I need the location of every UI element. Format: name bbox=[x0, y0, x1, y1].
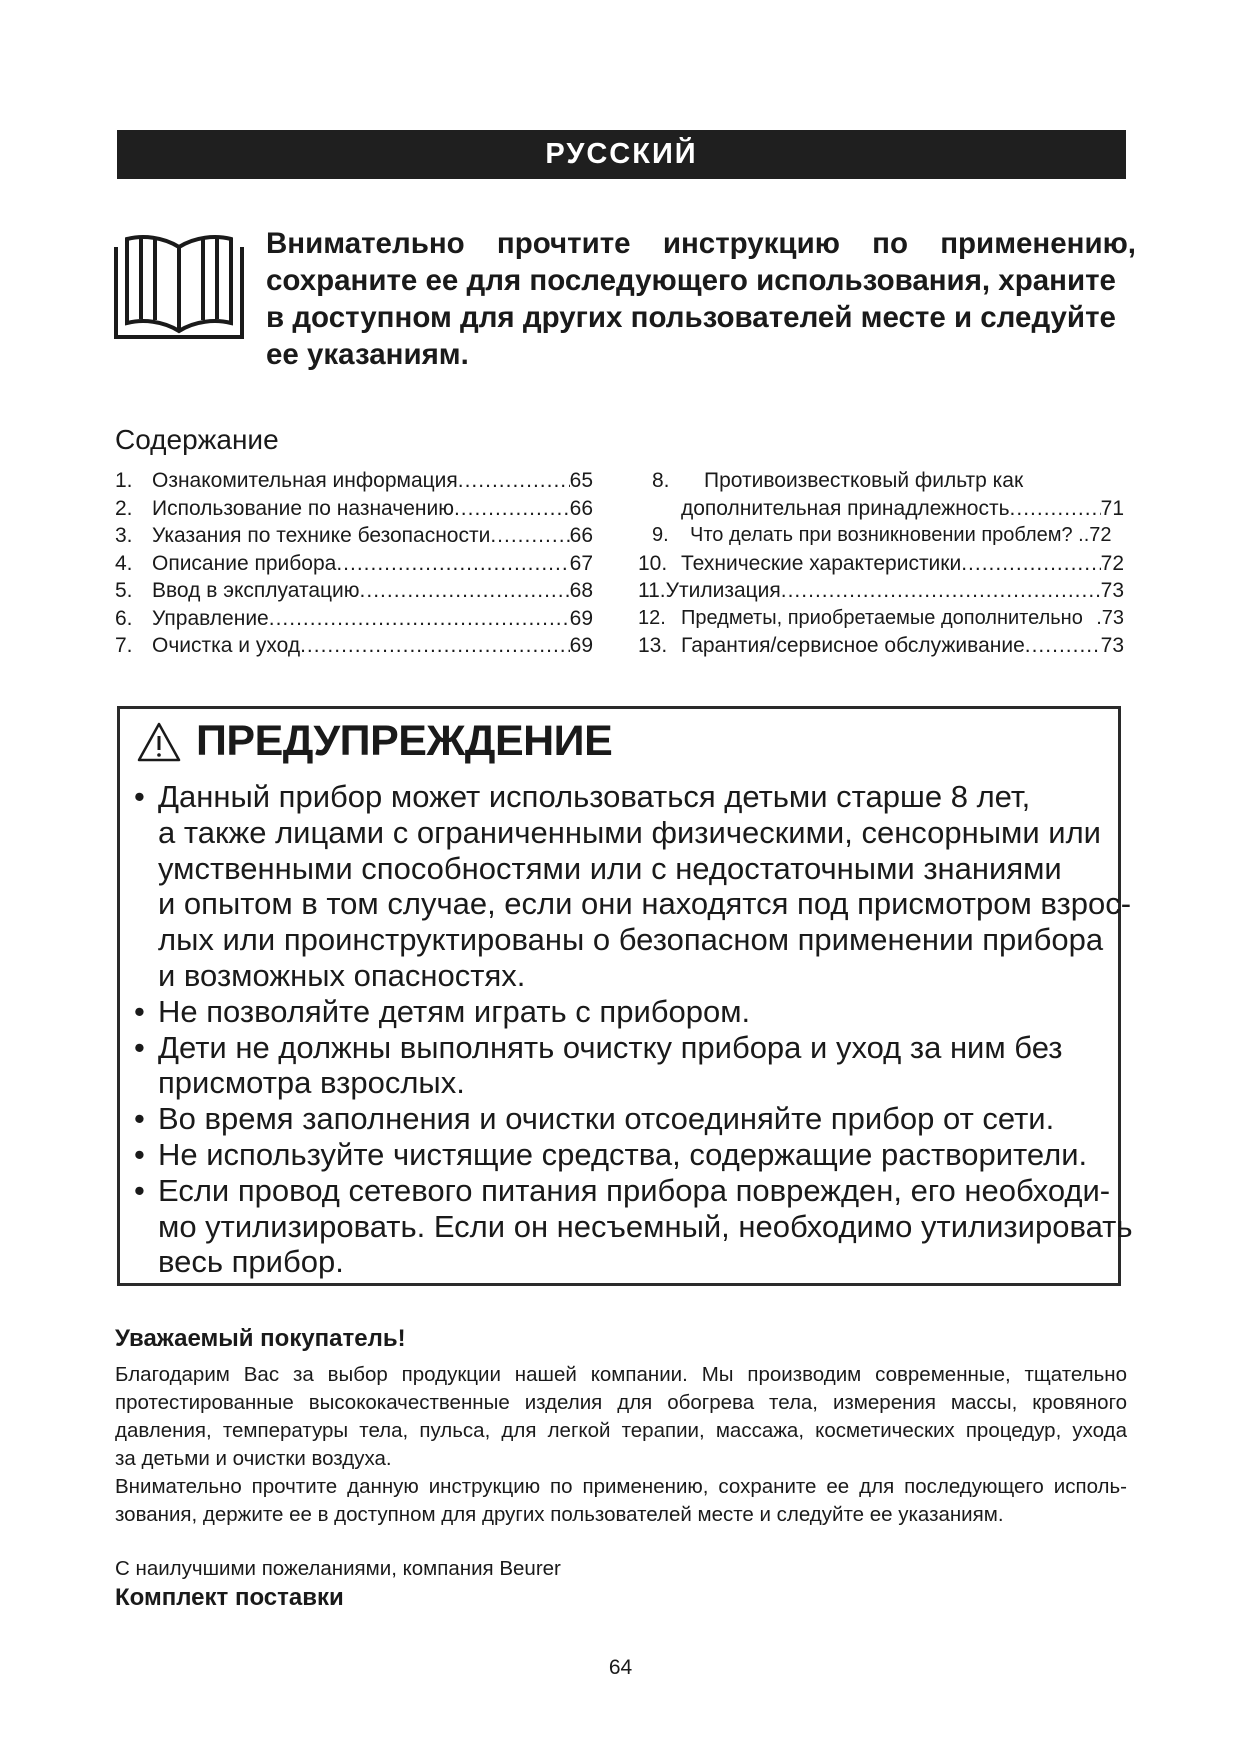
warning-item bbox=[120, 1101, 1120, 1137]
customer-line: давления, температуры тела, пульса, для легкой терапии, массажа, косметических процедур, ухода bbox=[115, 1419, 1127, 1442]
toc-text: Управление bbox=[152, 606, 269, 630]
warning-line: Дети не должны выполнять очистку прибора и уход за ним без bbox=[158, 1029, 1063, 1065]
toc-item[interactable] bbox=[638, 607, 1124, 635]
toc-page: 68 bbox=[569, 579, 593, 602]
customer-line: за детьми и очистки воздуха. bbox=[115, 1447, 392, 1470]
toc-page: 73 bbox=[1100, 579, 1124, 602]
toc-item[interactable] bbox=[638, 634, 1124, 662]
toc-leader bbox=[269, 607, 570, 631]
toc-page: .73 bbox=[1096, 606, 1124, 629]
warning-line: мо утилизировать. Если он несъемный, необходимо утилизировать bbox=[158, 1208, 1133, 1244]
delivery-title: Комплект поставки bbox=[115, 1584, 344, 1611]
toc-page: 66 bbox=[569, 496, 593, 520]
toc-text: Очистка и уход bbox=[152, 634, 301, 657]
toc-item[interactable] bbox=[115, 469, 593, 497]
warning-line: Не используйте чистящие средства, содержащие растворители. bbox=[158, 1136, 1088, 1172]
intro-line: в доступном для других пользователей месте и следуйте bbox=[266, 301, 1116, 334]
toc-item[interactable] bbox=[115, 607, 593, 635]
toc-item[interactable] bbox=[115, 497, 593, 525]
toc-num: 12. bbox=[638, 606, 666, 629]
toc-text: Описание прибора bbox=[152, 551, 337, 575]
toc-leader bbox=[490, 524, 569, 548]
warning-triangle-icon bbox=[136, 721, 182, 763]
toc-page: 71 bbox=[1100, 496, 1124, 520]
toc-item[interactable] bbox=[115, 579, 593, 607]
toc-column-right bbox=[638, 469, 1124, 662]
page-number: 64 bbox=[608, 1656, 633, 1679]
toc-page: 67 bbox=[569, 551, 593, 575]
toc-num: 13. bbox=[638, 634, 668, 657]
warning-line: Данный прибор может использоваться детьми старше 8 лет, bbox=[158, 779, 1031, 814]
toc-text: Гарантия/сервисное обслуживание bbox=[681, 634, 1025, 657]
bullet-icon: • bbox=[134, 1029, 145, 1065]
toc-text: Что делать при возникновении проблем? ..72 bbox=[690, 524, 1112, 546]
toc-num: 9. bbox=[652, 524, 669, 546]
toc-num: 5. bbox=[115, 579, 133, 602]
toc-num: 11. bbox=[638, 579, 666, 602]
intro-text bbox=[266, 225, 1136, 373]
toc-num: 10. bbox=[638, 551, 668, 575]
toc-num: 2. bbox=[115, 496, 133, 520]
toc-num: 7. bbox=[115, 634, 133, 657]
bullet-icon: • bbox=[134, 1172, 145, 1208]
language-header: РУССКИЙ bbox=[117, 130, 1126, 179]
toc-leader bbox=[300, 634, 570, 658]
toc-leader bbox=[360, 579, 570, 603]
toc-num: 4. bbox=[115, 551, 133, 575]
warning-line: присмотра взрослых. bbox=[158, 1065, 465, 1101]
toc-title: Содержание bbox=[115, 424, 279, 455]
warning-line: Не позволяйте детям играть с прибором. bbox=[158, 993, 751, 1029]
intro-line: Внимательно прочтите инструкцию по применению, bbox=[266, 227, 1136, 260]
bullet-icon: • bbox=[134, 993, 145, 1029]
toc-text: Предметы, приобретаемые дополнительно bbox=[681, 606, 1083, 629]
warning-list bbox=[120, 779, 1133, 1280]
toc-item[interactable] bbox=[115, 524, 593, 552]
toc-item[interactable] bbox=[638, 552, 1124, 580]
bullet-icon: • bbox=[134, 1101, 145, 1137]
toc-text: Технические характеристики bbox=[681, 551, 962, 575]
customer-line: Благодарим Вас за выбор продукции нашей компании. Мы производим современные, тщательно bbox=[115, 1363, 1127, 1386]
bullet-icon: • bbox=[134, 1136, 145, 1172]
intro-line: ее указаниям. bbox=[266, 338, 469, 371]
toc-text: Ознакомительная информация bbox=[152, 469, 458, 492]
regards-text: С наилучшими пожеланиями, компания Beurer bbox=[115, 1557, 561, 1580]
toc-leader bbox=[781, 579, 1101, 603]
toc-leader bbox=[336, 552, 569, 576]
toc-num: 1. bbox=[115, 469, 133, 492]
warning-title: ПРЕДУПРЕЖДЕНИЕ bbox=[196, 717, 613, 765]
toc-text: Противоизвестковый фильтр как bbox=[704, 469, 1024, 492]
toc-item[interactable] bbox=[115, 552, 593, 580]
warning-line: умственными способностями или с недостаточными знаниями bbox=[158, 850, 1062, 886]
toc-num: 6. bbox=[115, 606, 133, 630]
customer-line: Внимательно прочтите данную инструкцию по применению, сохраните ее для последующего исполь- bbox=[115, 1475, 1127, 1498]
customer-body bbox=[115, 1361, 1127, 1529]
toc-item[interactable] bbox=[638, 524, 1124, 552]
customer-line: протестированные высококачественные изделия для обогрева тела, измерения массы, кровяного bbox=[115, 1391, 1127, 1414]
toc-leader bbox=[961, 552, 1100, 576]
customer-title: Уважаемый покупатель! bbox=[115, 1325, 406, 1352]
warning-line: а также лицами с ограниченными физическими, сенсорными или bbox=[158, 814, 1102, 850]
toc-leader bbox=[1010, 497, 1101, 521]
warning-header bbox=[136, 717, 612, 766]
toc-item-continuation[interactable] bbox=[638, 497, 1124, 525]
warning-line: и возможных опасностях. bbox=[158, 957, 526, 993]
warning-item bbox=[120, 994, 1120, 1030]
toc-item[interactable] bbox=[115, 634, 593, 662]
toc-text: дополнительная принадлежность bbox=[681, 496, 1010, 520]
toc-leader bbox=[454, 497, 570, 521]
bullet-icon: • bbox=[134, 779, 145, 814]
warning-item bbox=[120, 1172, 1133, 1280]
toc-num: 3. bbox=[115, 524, 133, 547]
toc-text: Утилизация bbox=[665, 579, 781, 602]
warning-box bbox=[117, 706, 1133, 1286]
toc-column-left bbox=[115, 469, 593, 662]
toc-text: Указания по технике безопасности bbox=[152, 524, 491, 547]
toc-item[interactable] bbox=[638, 469, 1124, 497]
warning-line: Если провод сетевого питания прибора поврежден, его необходи- bbox=[158, 1172, 1111, 1208]
warning-line: весь прибор. bbox=[158, 1244, 344, 1280]
toc-leader bbox=[458, 469, 570, 493]
toc-leader bbox=[1025, 634, 1101, 658]
toc-page: 72 bbox=[1100, 551, 1124, 575]
toc-page: 69 bbox=[569, 634, 593, 657]
toc-page: 73 bbox=[1100, 634, 1124, 657]
toc-text: Использование по назначению bbox=[152, 496, 454, 520]
intro-line: сохраните ее для последующего использования, храните bbox=[266, 264, 1116, 297]
open-book-icon bbox=[113, 225, 245, 340]
warning-line: лых или проинструктированы о безопасном применении прибора bbox=[158, 922, 1104, 958]
warning-line: и опытом в том случае, если они находятся под присмотром взрос- bbox=[158, 886, 1132, 922]
toc-page: 69 bbox=[569, 606, 593, 630]
toc-num: 8. bbox=[652, 469, 670, 492]
warning-line: Во время заполнения и очистки отсоединяйте прибор от сети. bbox=[158, 1101, 1055, 1137]
toc-text: Ввод в эксплуатацию bbox=[152, 579, 360, 602]
toc-item[interactable] bbox=[638, 579, 1124, 607]
warning-item bbox=[120, 1030, 1120, 1102]
toc-page: 66 bbox=[569, 524, 593, 547]
warning-item bbox=[120, 779, 1132, 994]
customer-line: зования, держите ее в доступном для других пользователей месте и следуйте ее указаниям. bbox=[115, 1503, 1004, 1526]
warning-item bbox=[120, 1137, 1120, 1173]
toc-page: 65 bbox=[569, 469, 593, 492]
